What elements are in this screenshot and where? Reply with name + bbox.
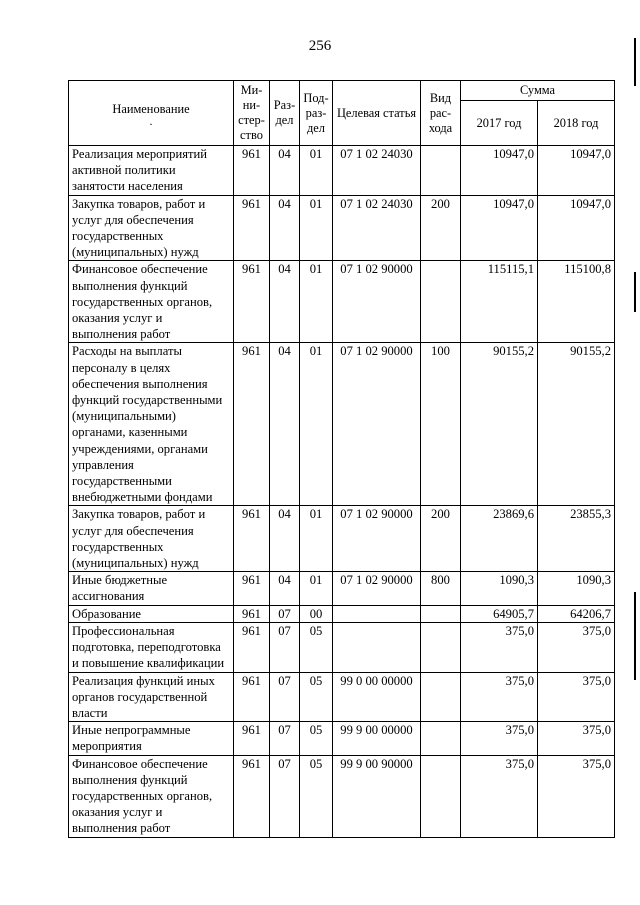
row-ministry: 961	[234, 343, 270, 506]
row-section: 07	[270, 722, 300, 755]
table-row	[69, 755, 615, 837]
header-subsection: Под-раз-дел	[300, 81, 333, 146]
edge-mark-mid	[634, 272, 636, 312]
row-ministry: 961	[234, 261, 270, 343]
row-section: 04	[270, 572, 300, 605]
row-sum-2018: 375,0	[538, 755, 615, 837]
row-ministry: 961	[234, 622, 270, 672]
row-name: Реализация мероприятий активной политики занятости населения	[69, 146, 234, 196]
row-subsection: 05	[300, 622, 333, 672]
row-target	[333, 605, 421, 622]
edge-mark-bottom	[634, 592, 636, 680]
row-expense-type	[421, 722, 461, 755]
row-ministry: 961	[234, 146, 270, 196]
header-mark: .	[149, 113, 153, 128]
row-sum-2018: 115100,8	[538, 261, 615, 343]
row-ministry: 961	[234, 572, 270, 605]
row-expense-type	[421, 605, 461, 622]
row-target: 07 1 02 24030	[333, 146, 421, 196]
row-ministry: 961	[234, 506, 270, 572]
row-section: 07	[270, 622, 300, 672]
row-sum-2018: 64206,7	[538, 605, 615, 622]
row-ministry: 961	[234, 605, 270, 622]
row-target	[333, 622, 421, 672]
row-section: 04	[270, 343, 300, 506]
row-target: 07 1 02 90000	[333, 343, 421, 506]
table-row	[69, 722, 615, 755]
table-row	[69, 572, 615, 605]
header-2018: 2018 год	[538, 101, 615, 146]
row-sum-2017: 115115,1	[461, 261, 538, 343]
page-number: 256	[308, 38, 332, 54]
budget-table	[68, 80, 615, 838]
row-name: Финансовое обеспечение выполнения функций государственных органов, оказания услуг и выполнения работ	[69, 755, 234, 837]
row-section: 04	[270, 146, 300, 196]
row-sum-2018: 375,0	[538, 622, 615, 672]
row-target: 07 1 02 90000	[333, 572, 421, 605]
row-sum-2017: 10947,0	[461, 146, 538, 196]
row-name: Закупка товаров, работ и услуг для обеспечения государственных (муниципальных) нужд	[69, 195, 234, 261]
row-ministry: 961	[234, 722, 270, 755]
row-target: 99 9 00 00000	[333, 722, 421, 755]
row-subsection: 01	[300, 261, 333, 343]
table-row	[69, 146, 615, 196]
row-expense-type: 200	[421, 506, 461, 572]
row-sum-2018: 23855,3	[538, 506, 615, 572]
row-subsection: 05	[300, 722, 333, 755]
table-row	[69, 343, 615, 506]
row-section: 04	[270, 506, 300, 572]
row-target: 07 1 02 24030	[333, 195, 421, 261]
row-name: Финансовое обеспечение выполнения функций государственных органов, оказания услуг и выполнения работ	[69, 261, 234, 343]
row-expense-type	[421, 755, 461, 837]
table-row	[69, 261, 615, 343]
row-ministry: 961	[234, 195, 270, 261]
header-target: Целевая статья	[333, 81, 421, 146]
row-sum-2018: 10947,0	[538, 195, 615, 261]
row-target: 99 0 00 00000	[333, 672, 421, 722]
row-name: Профессиональная подготовка, переподготовка и повышение квалификации	[69, 622, 234, 672]
row-section: 07	[270, 755, 300, 837]
row-sum-2017: 375,0	[461, 672, 538, 722]
row-expense-type: 100	[421, 343, 461, 506]
row-sum-2018: 10947,0	[538, 146, 615, 196]
header-expense-type: Вид рас-хода	[421, 81, 461, 146]
row-target: 07 1 02 90000	[333, 261, 421, 343]
row-sum-2018: 90155,2	[538, 343, 615, 506]
edge-mark-top	[634, 38, 636, 86]
row-name: Реализация функций иных органов государственной власти	[69, 672, 234, 722]
row-name: Расходы на выплаты персоналу в целях обеспечения выполнения функций государственными (муниципальными) органами, казенными учреждениями, органами управления государственными внебюджетными фондами	[69, 343, 234, 506]
row-expense-type: 200	[421, 195, 461, 261]
row-sum-2018: 1090,3	[538, 572, 615, 605]
table-row	[69, 605, 615, 622]
row-sum-2017: 375,0	[461, 722, 538, 755]
row-name: Образование	[69, 605, 234, 622]
row-ministry: 961	[234, 755, 270, 837]
row-sum-2018: 375,0	[538, 672, 615, 722]
row-sum-2018: 375,0	[538, 722, 615, 755]
table-row	[69, 672, 615, 722]
row-expense-type	[421, 672, 461, 722]
row-expense-type: 800	[421, 572, 461, 605]
row-subsection: 01	[300, 572, 333, 605]
row-subsection: 01	[300, 343, 333, 506]
row-expense-type	[421, 261, 461, 343]
header-ministry: Ми-ни-стер-ство	[234, 81, 270, 146]
table-row	[69, 506, 615, 572]
row-section: 04	[270, 195, 300, 261]
row-subsection: 01	[300, 146, 333, 196]
row-subsection: 01	[300, 195, 333, 261]
header-row	[69, 81, 615, 101]
header-section: Раз-дел	[270, 81, 300, 146]
row-sum-2017: 64905,7	[461, 605, 538, 622]
row-sum-2017: 375,0	[461, 622, 538, 672]
row-sum-2017: 1090,3	[461, 572, 538, 605]
row-section: 07	[270, 605, 300, 622]
row-sum-2017: 23869,6	[461, 506, 538, 572]
row-target: 99 9 00 90000	[333, 755, 421, 837]
row-sum-2017: 90155,2	[461, 343, 538, 506]
row-ministry: 961	[234, 672, 270, 722]
row-sum-2017: 10947,0	[461, 195, 538, 261]
table-row	[69, 195, 615, 261]
row-subsection: 00	[300, 605, 333, 622]
row-section: 04	[270, 261, 300, 343]
header-sum: Сумма	[461, 81, 615, 101]
row-subsection: 05	[300, 755, 333, 837]
row-expense-type	[421, 146, 461, 196]
row-expense-type	[421, 622, 461, 672]
table-row	[69, 622, 615, 672]
row-name: Закупка товаров, работ и услуг для обеспечения государственных (муниципальных) нужд	[69, 506, 234, 572]
header-2017: 2017 год	[461, 101, 538, 146]
row-subsection: 05	[300, 672, 333, 722]
row-sum-2017: 375,0	[461, 755, 538, 837]
row-subsection: 01	[300, 506, 333, 572]
row-section: 07	[270, 672, 300, 722]
row-name: Иные непрограммные мероприятия	[69, 722, 234, 755]
row-name: Иные бюджетные ассигнования	[69, 572, 234, 605]
header-name: Наименование .	[69, 81, 234, 146]
row-target: 07 1 02 90000	[333, 506, 421, 572]
